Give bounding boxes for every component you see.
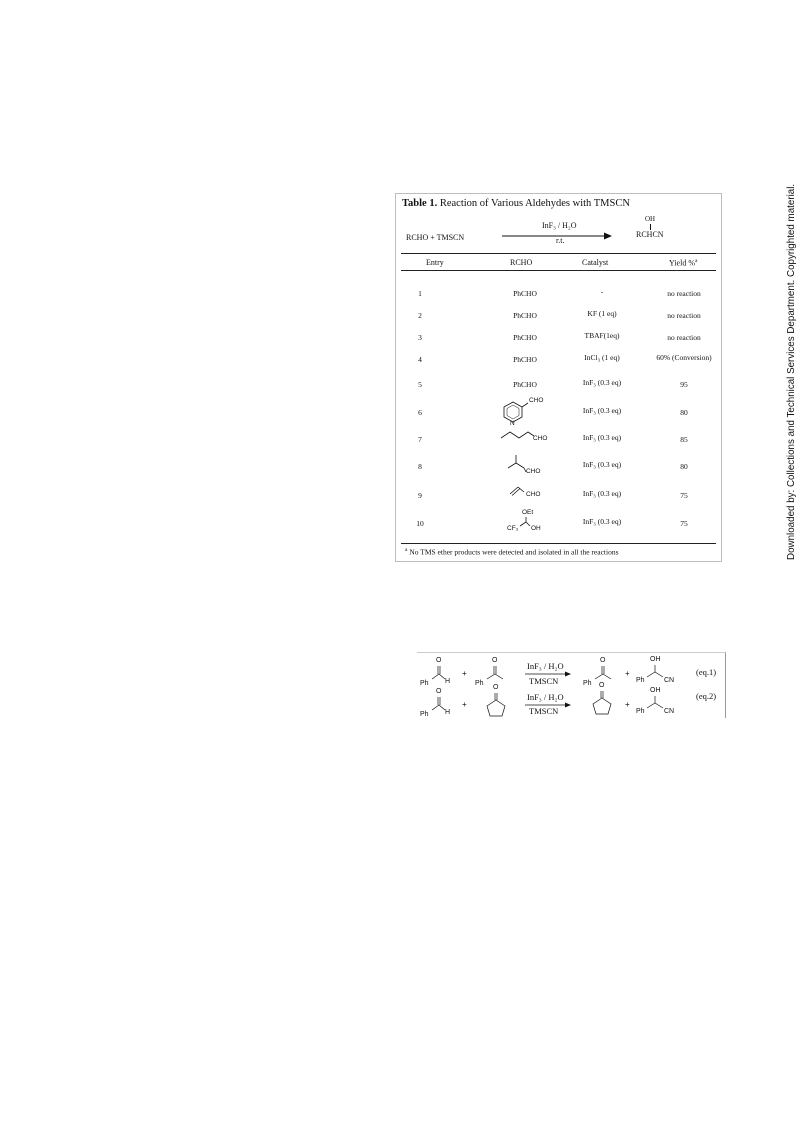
row-structure-nitrogen: N [510, 420, 515, 427]
row-catalyst: KF (1 eq) [587, 309, 617, 318]
eq2-plus-1: + [462, 700, 467, 709]
header-catalyst: Catalyst [582, 258, 609, 267]
row-entry: 2 [418, 311, 422, 320]
footnote-mark: a [405, 547, 408, 553]
eq1-phenyl-2: Ph [475, 680, 484, 687]
row-yield: 80 [680, 462, 688, 471]
row-entry: 9 [418, 491, 422, 500]
header-yield [669, 258, 697, 268]
header-bottom-rule [401, 270, 716, 271]
row-catalyst: InF₃ (0.3 eq) [582, 378, 622, 387]
download-watermark-note: Downloaded by: Collections and Technical Services Department. Copyrighted material. [786, 183, 797, 560]
table-footnote [405, 547, 619, 557]
header-top-rule [401, 253, 716, 254]
row-catalyst: InCl₃ (1 eq) [584, 353, 620, 362]
row-yield: 85 [680, 435, 688, 444]
eq1-conditions-top: InF₃ / H₂O [527, 661, 564, 671]
table-title-text: Reaction of Various Aldehydes with TMSCN [439, 198, 630, 209]
row-structure-label: CHO [529, 397, 544, 404]
row-entry: 3 [418, 333, 422, 342]
row-entry: 1 [418, 289, 422, 298]
header-yield-label: Yield % [669, 258, 695, 268]
eq1-oxygen-2: O [492, 657, 498, 664]
eq2-oxygen-3: O [599, 682, 605, 689]
eq1-label: (eq.1) [696, 667, 717, 677]
row-structure-label: CHO [533, 435, 548, 442]
eq1-phenyl-3: Ph [583, 680, 592, 687]
row-entry: 7 [418, 435, 422, 444]
row-catalyst: InF₃ (0.3 eq) [582, 433, 622, 442]
row-rchco: PhCHO [513, 355, 537, 364]
row-catalyst: - [600, 287, 604, 296]
row-catalyst: InF₃ (0.3 eq) [582, 460, 622, 469]
eq2-label: (eq.2) [696, 691, 717, 701]
footnote-text: No TMS ether products were detected and isolated in all the reactions [409, 547, 619, 557]
row-structure-label: CHO [526, 468, 541, 475]
table-title [402, 198, 630, 209]
eq2-oxygen-2: O [493, 684, 499, 691]
row-yield: 60% (Conversion) [656, 353, 712, 362]
eq2-plus-2: + [625, 700, 630, 709]
row-structure-right: OH [531, 525, 541, 532]
eq1-plus-2: + [625, 669, 630, 678]
product-hydroxyl: OH [645, 215, 656, 223]
eq1-phenyl-4: Ph [636, 677, 645, 684]
reaction-product: RCHCN [636, 230, 664, 239]
eq1-oxygen-1: O [436, 657, 442, 664]
eq2-conditions-bottom: TMSCN [529, 706, 559, 716]
row-entry: 10 [416, 519, 424, 528]
eq2-oxygen-1: O [436, 688, 442, 695]
eq1-phenyl-1: Ph [420, 680, 429, 687]
row-rchco: PhCHO [513, 289, 537, 298]
row-yield: no reaction [667, 289, 701, 298]
header-rchco: RCHO [510, 258, 533, 267]
row-entry: 6 [418, 408, 422, 417]
row-yield: no reaction [667, 311, 701, 320]
eq1-hydrogen: H [445, 678, 451, 685]
row-structure-top: OEt [522, 509, 534, 516]
eq2-phenyl-4: Ph [636, 708, 645, 715]
row-catalyst: InF₃ (0.3 eq) [582, 489, 622, 498]
reaction-reactants: RCHO + TMSCN [406, 233, 465, 242]
row-catalyst: TBAF(1eq) [584, 331, 620, 340]
row-rchco: PhCHO [513, 333, 537, 342]
scheme-figure [417, 652, 726, 718]
row-catalyst: InF₃ (0.3 eq) [582, 517, 622, 526]
eq2-conditions-top: InF₃ / H₂O [527, 692, 564, 702]
eq2-hydrogen: H [445, 709, 451, 716]
row-entry: 8 [418, 462, 422, 471]
table-figure [395, 193, 722, 562]
row-entry: 5 [418, 380, 422, 389]
footer-rule [401, 543, 716, 544]
row-structure-left: CF₃ [507, 525, 519, 532]
reaction-temperature: r.t. [556, 236, 565, 245]
eq2-hydroxyl: OH [650, 687, 661, 694]
reaction-reagent: InF₃ / H₂O [542, 221, 577, 230]
eq1-plus-1: + [462, 669, 467, 678]
eq1-cyano: CN [664, 677, 675, 684]
eq2-phenyl-1: Ph [420, 711, 429, 718]
row-yield: 95 [680, 380, 688, 389]
eq2-cyano: CN [664, 708, 675, 715]
eq1-conditions-bottom: TMSCN [529, 676, 559, 686]
row-rchco: PhCHO [513, 311, 537, 320]
row-rchco: PhCHO [513, 380, 537, 389]
row-yield: no reaction [667, 333, 701, 342]
row-entry: 4 [418, 355, 422, 364]
eq1-hydroxyl: OH [650, 656, 661, 663]
row-catalyst: InF₃ (0.3 eq) [582, 406, 622, 415]
row-yield: 75 [680, 519, 688, 528]
row-yield: 75 [680, 491, 688, 500]
row-structure-label: CHO [526, 491, 541, 498]
table-title-number: Table 1. [402, 198, 438, 209]
eq1-oxygen-3: O [600, 657, 606, 664]
header-yield-footnote: a [695, 258, 698, 264]
header-entry: Entry [426, 258, 444, 267]
row-yield: 80 [680, 408, 688, 417]
